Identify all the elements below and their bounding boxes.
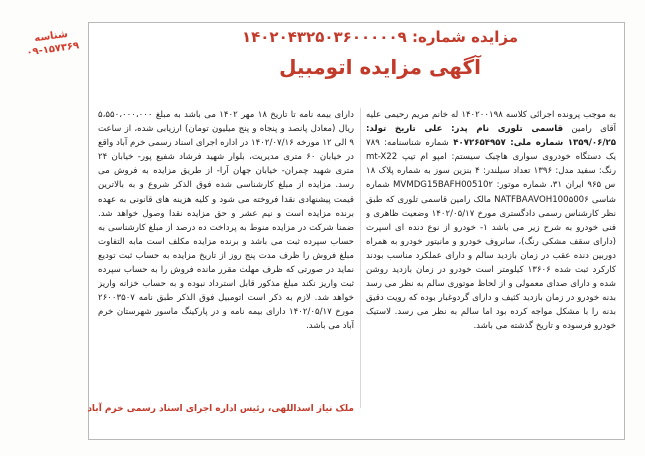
body-line: خودرو و مانیتور خودرو به همراه دوربین دنده عقب در زمان بازدید سالم و دارای [366, 236, 616, 261]
notice-body-right-column [366, 108, 616, 408]
shenase-value: ۰۹-۱۵۷۳۶۹ [25, 40, 80, 59]
body-line: mt-X22 رنگ: سفید مدل: ۱۳۹۶ تعداد سیلندر: ۴ بنزین سوز به شماره پلاک [366, 152, 616, 177]
body-line: حساب ثبت تودیع نماید در صورتی که ظرف مهلت مقرر مانده فروش را به حساب [98, 250, 354, 276]
body-line: کرده بود اما سالم به نظر می رسد. لاستیک خودرو فرسوده و تاریخ گذشته می باشد. [366, 307, 616, 332]
body-line: طریق مزایده به فروش می رسد. مزایده از مبلغ کارشناسی شده فوق الذکر شروع و به [98, 166, 354, 191]
body-line: شرح زیر می باشد ۱- خودرو از نوع دنده ای اسپرت (دارای سقف مشکی رنگ)، سانروف [366, 222, 616, 247]
notice-title: آگهی مزایده اتومبیل [279, 55, 481, 79]
shenase-label: شناسه [33, 28, 69, 45]
auction-number: مزایده شماره: ۱۴۰۲۰۴۳۲۵۰۳۶۰۰۰۰۰۹ [241, 28, 519, 46]
body-line: ۱۸ س ۹۶۵ ایران ۳۱، شماره موتور: MVMDG15BAFH00510۲ شماره [366, 166, 616, 191]
body-line: کارشناس رسمی دادگستری مورخ ۱۴۰۲/۰۵/۱۷ وضعیت ظاهری و فنی خودرو به [366, 208, 616, 233]
body-line: روشن شده و دارای صدای معمولی و از لحاظ موتوری سالم به نظر می رسد بدنه خودرو [366, 265, 616, 304]
body-line: بالاترین قیمت پیشنهادی نقدا فروخته می شود و کلیه هزینه های قانونی به عهده برنده [98, 180, 354, 219]
body-line: ۱۴۰۲/۰۷/۱۶ در اداره اجرای اسناد رسمی خرم آباد واقع در خیابان ۶۰ متری مدیریت، [98, 138, 354, 163]
body-line: شد. لازم به ذکر است اتومبیل فوق الذکر طبق نامه ۲۶۰۰۳۵۰۷ مورخ ۱۴۰۲/۰۵/۱۷ [98, 293, 354, 318]
body-line: مزایده مکلف است مابه التفاوت مبلغ فروش را ظرف مدت پنج روز از تاریخ مزایده به [98, 236, 354, 261]
body-line: شاسی NATFBAAVOH100۵00۶ مالک رامین قاسمی تلوری که طبق نظر [366, 194, 616, 219]
notice-body-left-column [98, 108, 354, 398]
body-line: قاسمی تلوری نام پدر: علی تاریخ تولد: ۱۳۵۹/۰۶/۲۵ شماره ملی: ۴۰۷۲۶۵۴۹۵۷ [366, 124, 616, 149]
body-line: به موجب پرونده اجرائی کلاسه ۱۴۰۲۰۰۱۹۸ له خانم مریم رحیمی علیه آقای رامین [366, 110, 616, 135]
body-line: در زمان بازدید کثیف و دارای گردوغبار بوده که رویت دقیق بدنه را با مشکل مواجه [366, 293, 616, 318]
body-line: دارای بیمه نامه تا تاریخ ۱۸ مهر ۱۴۰۲ می باشد به مبلغ ۵،۵۵۰،۰۰۰،۰۰۰ ریال [98, 110, 354, 135]
shenase-stamp [20, 26, 83, 60]
body-line: مزایده است و نیم عشر و حق مزایده نقدا وصول خواهد شد. ضمنا شرکت در مزایده [98, 208, 354, 233]
signature-line: ملک نیاز اسداللهی، رئیس اداره اجرای اسناد رسمی خرم آباد [87, 404, 354, 414]
body-line: منوط به پرداخت ده درصد از مبلغ کارشناسی به حساب سپرده ثبت می باشد و برنده [98, 222, 354, 247]
body-line: دارای بیمه نامه و در پارکینگ ماسور شهرستان خرم آباد می باشد. [98, 307, 354, 332]
body-line: شماره شناسنامه: ۷۸۹ یک دستگاه خودروی سواری هاچبک سیستم: امپو ام تیپ [366, 138, 616, 163]
body-line: بلوار شهید فرشاد شفیع پور- خیابان ۲۴ متری شهید چمران- خیابان جهان آرا- از [98, 152, 354, 177]
column-divider [360, 108, 361, 408]
body-line: عملکرد مناسب بودند کارکرد ثبت شده ۱۳۶۰۶ کیلومتر است خودرو در زمان بازدید [366, 250, 616, 276]
body-line: (معادل پانصد و پنجاه و پنج میلیون تومان) ارزیابی شده، از ساعت ۹ الی ۱۲ مورخه [98, 124, 354, 149]
body-line: سپرده ثبت واریز نکند مبلغ مذکور قابل استرداد نبوده و به حساب خزانه واریز خواهد [98, 265, 354, 304]
